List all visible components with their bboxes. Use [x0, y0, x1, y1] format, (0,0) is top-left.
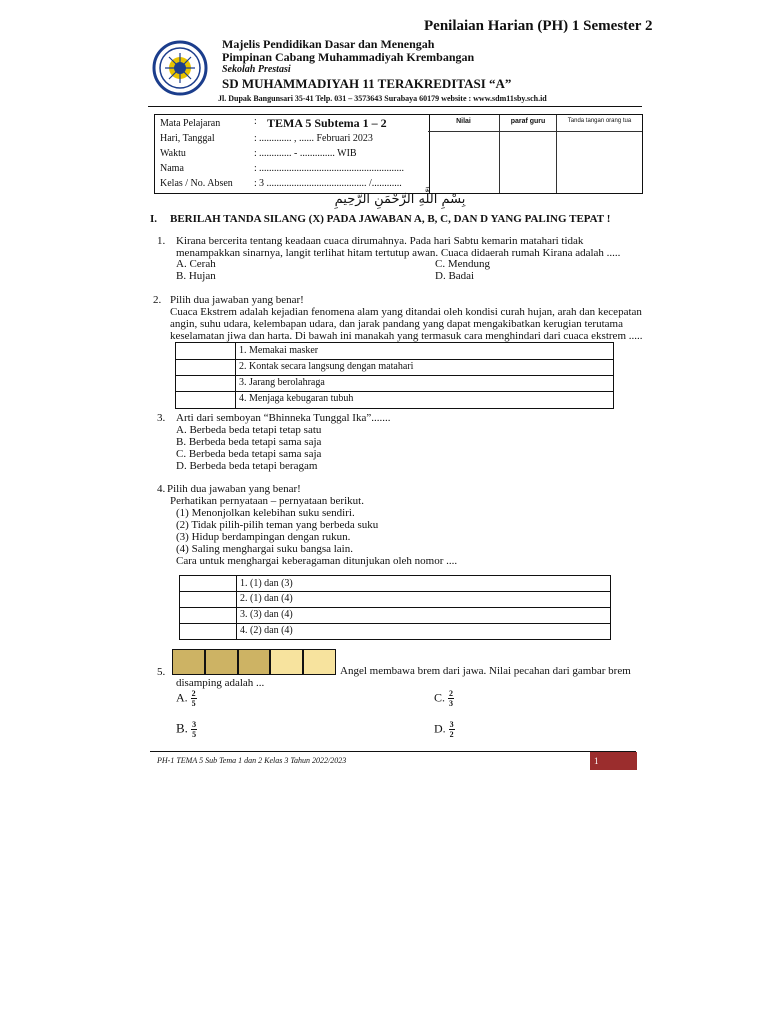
- q4-option[interactable]: 3. (3) dan (4): [240, 609, 293, 620]
- q4-question: Cara untuk menghargai keberagaman ditunjukan oleh nomor ....: [176, 555, 458, 567]
- q4-statement: (3) Hidup berdampingan dengan rukun.: [176, 531, 351, 543]
- q2-option[interactable]: 2. Kontak secara langsung dengan matahari: [239, 361, 414, 372]
- brem-piece-shaded: [172, 649, 205, 675]
- grade-header-teacher: paraf guru: [510, 118, 546, 125]
- q1-text: menampakkan sinarnya, langit terlihat hitam tertutup awan. Cuaca didaerah rumah Kirana adalah .....: [176, 247, 621, 259]
- q2-instruction: Pilih dua jawaban yang benar!: [170, 294, 304, 306]
- numerator: 2: [191, 689, 196, 698]
- denominator: 2: [449, 730, 454, 739]
- student-info-box: [154, 114, 430, 194]
- class-absence-field[interactable]: 3 ........................................ /............: [259, 178, 402, 189]
- subject-value: TEMA 5 Subtema 1 – 2: [267, 116, 387, 130]
- grade-header-parent: Tanda tangan orang tua: [567, 118, 632, 124]
- grade-col-divider: [556, 115, 557, 193]
- info-label: Hari, Tanggal: [160, 133, 215, 144]
- info-sep: :: [254, 133, 257, 144]
- table-row-divider: [180, 607, 610, 608]
- q4-option[interactable]: 2. (1) dan (4): [240, 593, 293, 604]
- table-row-divider: [180, 591, 610, 592]
- q4-statement: (4) Saling menghargai suku bangsa lain.: [176, 543, 353, 555]
- fraction: [449, 720, 455, 739]
- q4-option[interactable]: 1. (1) dan (3): [240, 578, 293, 589]
- q1-option-d[interactable]: D. Badai: [435, 270, 475, 282]
- q3-option-b[interactable]: B. Berbeda beda tetapi sama saja: [176, 436, 322, 448]
- q1-option-a[interactable]: A. Cerah: [176, 258, 216, 270]
- q4-number: 4.: [157, 483, 166, 495]
- info-label: Nama: [160, 163, 184, 174]
- info-sep: :: [254, 163, 257, 174]
- q5-option-b[interactable]: [176, 720, 197, 739]
- section-number: I.: [150, 213, 158, 225]
- denominator: 3: [449, 699, 454, 708]
- q5-text: Angel membawa brem dari jawa. Nilai pecahan dari gambar brem: [340, 665, 631, 677]
- option-label: A.: [176, 690, 188, 705]
- info-label: Waktu: [160, 148, 186, 159]
- q2-text: Cuaca Ekstrem adalah kejadian fenomena alam yang ditandai oleh kondisi curah hujan, arah dan kecepatan: [170, 306, 642, 318]
- q1-option-b[interactable]: B. Hujan: [176, 270, 216, 282]
- q2-text: angin, suhu udara, kelembapan udara, dan jarak pandang yang dapat mengakibatkan kerugian terutama: [170, 318, 623, 330]
- brem-piece-unshaded: [303, 649, 336, 675]
- fraction: [448, 689, 454, 708]
- school-logo: [152, 40, 208, 96]
- q3-option-a[interactable]: A. Berbeda beda tetapi tetap satu: [176, 424, 322, 436]
- table-row-divider: [176, 375, 613, 376]
- q5-number: 5.: [157, 666, 166, 678]
- numerator: 2: [449, 689, 454, 698]
- q1-text: Kirana bercerita tentang keadaan cuaca dirumahnya. Pada hari Sabtu kemarin matahari tidak: [176, 235, 584, 247]
- grade-header-divider: [428, 131, 642, 132]
- fraction: [191, 720, 197, 739]
- q2-option[interactable]: 3. Jarang berolahraga: [239, 377, 325, 388]
- info-sep: :: [254, 148, 257, 159]
- q1-option-c[interactable]: C. Mendung: [435, 258, 490, 270]
- q2-option[interactable]: 1. Memakai masker: [239, 345, 319, 356]
- denominator: 5: [192, 730, 197, 739]
- q1-number: 1.: [157, 235, 166, 247]
- q4-option[interactable]: 4. (2) dan (4): [240, 625, 293, 636]
- exam-title: Penilaian Harian (PH) 1 Semester 2: [424, 18, 653, 34]
- table-row-divider: [176, 391, 613, 392]
- q5-text: disamping adalah ...: [176, 677, 265, 689]
- info-label: Mata Pelajaran: [160, 118, 221, 129]
- basmalah: بِسْمِ اللَّهِ الرَّحْمَنِ الرَّحِيمِ: [334, 192, 466, 207]
- info-label: Kelas / No. Absen: [160, 178, 233, 189]
- school-motto: Sekolah Prestasi: [222, 64, 291, 75]
- brem-piece-unshaded: [270, 649, 303, 675]
- q3-option-c[interactable]: C. Berbeda beda tetapi sama saja: [176, 448, 322, 460]
- info-sep: :: [254, 178, 257, 189]
- q3-text: Arti dari semboyan “Bhinneka Tunggal Ika”.......: [176, 412, 391, 424]
- org-line-1: Majelis Pendidikan Dasar dan Menengah: [222, 37, 435, 51]
- date-value[interactable]: ............. , ...... Februari 2023: [259, 133, 373, 144]
- q4-intro: Perhatikan pernyataan – pernyataan berikut.: [170, 495, 364, 507]
- q3-number: 3.: [157, 412, 166, 424]
- q5-option-a[interactable]: [176, 689, 197, 708]
- option-label: C.: [434, 690, 446, 705]
- school-address: Jl. Dupak Bangunsari 35-41 Telp. 031 – 3573643 Surabaya 60179 website : www.sdm11sby.sch.id: [218, 94, 547, 103]
- option-label: D.: [434, 721, 446, 736]
- option-label: B.: [176, 720, 188, 736]
- q5-option-d[interactable]: [434, 720, 455, 739]
- grade-col-divider: [499, 115, 500, 193]
- footer-text: PH-1 TEMA 5 Sub Tema 1 dan 2 Kelas 3 Tahun 2022/2023: [157, 756, 347, 765]
- q5-option-c[interactable]: [434, 689, 454, 708]
- q3-option-d[interactable]: D. Berbeda beda tetapi beragam: [176, 460, 318, 472]
- section-title: BERILAH TANDA SILANG (X) PADA JAWABAN A, B, C, DAN D YANG PALING TEPAT !: [170, 213, 611, 225]
- brem-piece-shaded: [238, 649, 271, 675]
- table-row-divider: [176, 359, 613, 360]
- footer-divider: [150, 751, 636, 752]
- numerator: 3: [192, 720, 197, 729]
- q2-text: keselamatan jiwa dan harta. Di bawah ini manakah yang termasuk cara menghindari dari cuaca ekstrem .....: [170, 330, 643, 342]
- brem-fraction-picture: [172, 649, 336, 675]
- denominator: 5: [191, 699, 196, 708]
- q2-number: 2.: [153, 294, 162, 306]
- header-divider: [148, 106, 642, 107]
- fraction: [191, 689, 197, 708]
- grade-header-nilai: Nilai: [456, 118, 471, 125]
- name-field[interactable]: ..........................................................: [259, 163, 404, 174]
- org-line-2: Pimpinan Cabang Muhammadiyah Krembangan: [222, 50, 475, 64]
- time-value[interactable]: ............. - .............. WIB: [259, 148, 357, 159]
- q2-options-table: [175, 342, 614, 409]
- q4-statement: (1) Menonjolkan kelebihan suku sendiri.: [176, 507, 355, 519]
- q4-options-table: [179, 575, 611, 640]
- info-sep: :: [254, 116, 257, 127]
- table-row-divider: [180, 623, 610, 624]
- school-name: SD MUHAMMADIYAH 11 TERAKREDITASI “A”: [222, 76, 512, 91]
- page-number-badge: 1: [590, 752, 637, 770]
- brem-piece-shaded: [205, 649, 238, 675]
- grade-box: [428, 114, 643, 194]
- q4-statement: (2) Tidak pilih-pilih teman yang berbeda suku: [176, 519, 379, 531]
- q4-instruction: Pilih dua jawaban yang benar!: [167, 483, 301, 495]
- q2-option[interactable]: 4. Menjaga kebugaran tubuh: [239, 393, 354, 404]
- numerator: 3: [449, 720, 454, 729]
